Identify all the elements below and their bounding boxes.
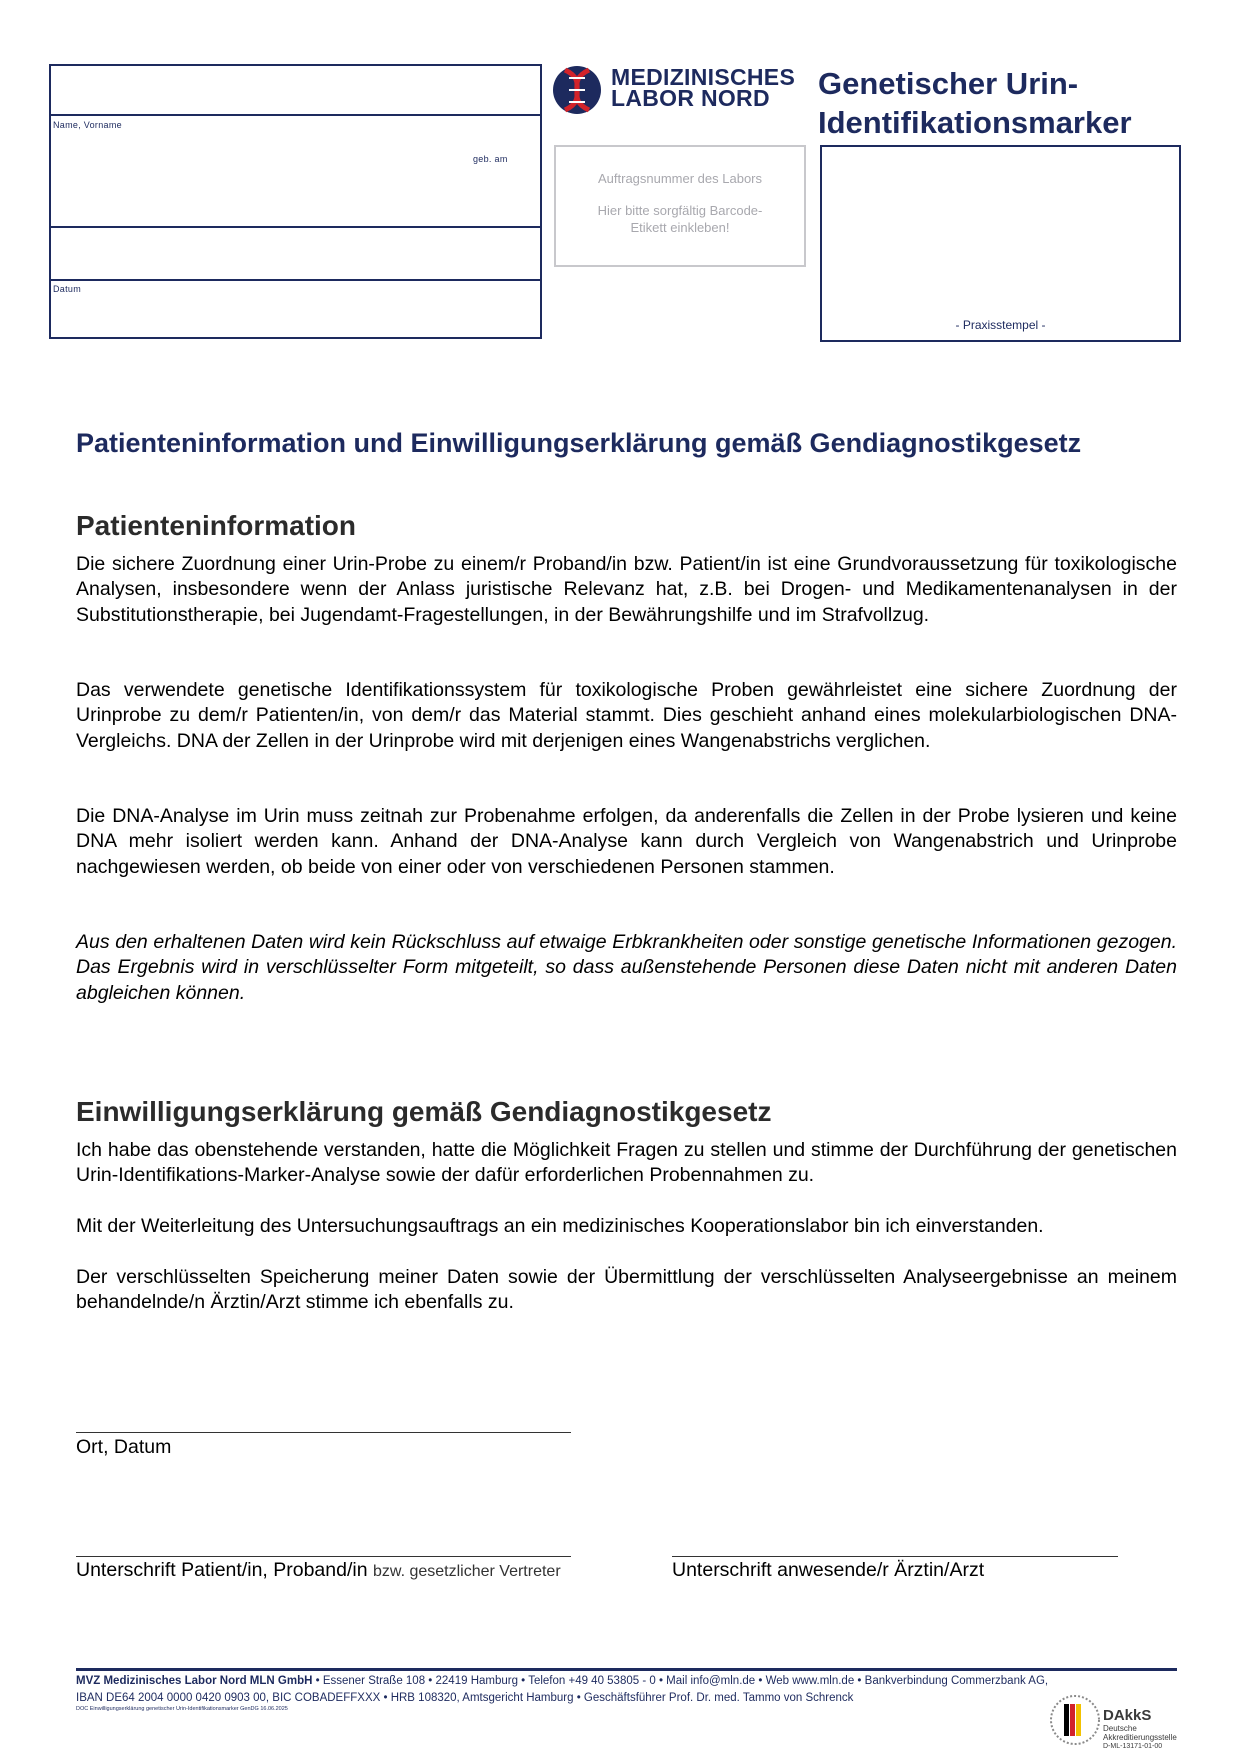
- birth-date-label: geb. am: [473, 154, 508, 164]
- dakks-sub-1: Deutsche: [1103, 1724, 1137, 1733]
- divider: [51, 114, 540, 116]
- dakks-subtitle: [1103, 1724, 1177, 1742]
- main-heading: Patienteninformation und Einwilligungserklärung gemäß Gendiagnostikgesetz: [76, 428, 1082, 458]
- logo-line-1: MEDIZINISCHES: [611, 64, 796, 90]
- paragraph-italic: Aus den erhaltenen Daten wird kein Rückschluss auf etwaige Erbkrankheiten oder sonstige genetische Informationen gezogen. Das Ergebnis wird in verschlüsselter Form mitgeteilt, so dass außenstehende Personen diese Daten nicht mit anderen Daten abgleichen können.: [76, 931, 1177, 1004]
- place-date-label: Ort, Datum: [76, 1436, 172, 1458]
- patient-signature-label: [76, 1559, 561, 1582]
- logo-line-2: LABOR NORD: [611, 85, 770, 111]
- dakks-sub-2: Akkreditierungsstelle: [1103, 1733, 1177, 1742]
- barcode-instruction: Hier bitte sorgfältig Barcode-Etikett einkleben!: [597, 203, 763, 235]
- practice-stamp-label: - Praxisstempel -: [955, 318, 1046, 332]
- dakks-name: DAkkS: [1103, 1707, 1152, 1724]
- date-label: Datum: [53, 284, 82, 294]
- signature-line-place-date[interactable]: [76, 1432, 571, 1433]
- signature-line-doctor[interactable]: [672, 1556, 1118, 1557]
- divider: [51, 279, 540, 281]
- divider: [51, 226, 540, 228]
- dakks-id: D-ML-13171-01-00: [1103, 1743, 1163, 1750]
- paragraph: Der verschlüsselten Speicherung meiner Daten sowie der Übermittlung der verschlüsselten Analyseergebnisse an meinem behandelnde/n Ärztin/Arzt stimme ich ebenfalls zu.: [76, 1266, 1177, 1314]
- paragraph: Das verwendete genetische Identifikationssystem für toxikologische Proben gewährleistet eine sichere Zuordnung der Urinprobe zu dem/r Patienten/in, von dem/r das Material stammt. Dies geschieht anhand eines molekularbiologischen DNA-Vergleichs. DNA der Zellen in der Urinprobe wird mit derjenigen eines Wangenabstrichs verglichen.: [76, 679, 1177, 752]
- document-title: Genetischer Urin-Identifikationsmarker: [818, 66, 1132, 140]
- footer-line-2: IBAN DE64 2004 0000 0420 0903 00, BIC COBADEFFXXX • HRB 108320, Amtsgericht Hamburg • Geschäftsführer Prof. Dr. med. Tammo von Schrenck: [76, 1692, 854, 1704]
- paragraph: Mit der Weiterleitung des Untersuchungsauftrags an ein medizinisches Kooperationslabor bin ich einverstanden.: [76, 1215, 1044, 1237]
- footer-document-id: DOC Einwilligungserklärung genetischer Urin-Identifikationsmarker GenDG 16.06.2025: [76, 1706, 288, 1712]
- doctor-signature-label: Unterschrift anwesende/r Ärztin/Arzt: [672, 1559, 985, 1581]
- mln-logo-icon: [551, 64, 607, 116]
- paragraph: Die sichere Zuordnung einer Urin-Probe zu einem/r Proband/in bzw. Patient/in ist eine Grundvoraussetzung für toxikologische Analysen, insbesondere wenn der Anlass juristische Relevanz hat, z.B. bei Drogen- und Medikamentenanalysen in der Substitutionstherapie, bei Jugendamt-Fragestellungen, in der Bewährungshilfe und im Strafvollzug.: [76, 553, 1177, 626]
- logo-text: [611, 64, 796, 111]
- patient-signature-small: bzw. gesetzlicher Vertreter: [373, 1563, 561, 1580]
- dakks-logo-icon: [1048, 1692, 1102, 1748]
- footer-address: • Essener Straße 108 • 22419 Hamburg • Telefon +49 40 53805 - 0 • Mail info@mln.de • Web www.mln.de • Bankverbindung Commerzbank AG,: [312, 1675, 1049, 1687]
- section-heading-patient-info: Patienteninformation: [76, 510, 357, 541]
- barcode-order-label: Auftragsnummer des Labors: [597, 171, 763, 186]
- footer-line-1: [76, 1673, 1177, 1689]
- barcode-box: [554, 145, 806, 267]
- footer-rule: [76, 1668, 1177, 1671]
- section-heading-consent: Einwilligungserklärung gemäß Gendiagnostikgesetz: [76, 1096, 772, 1127]
- footer-company: MVZ Medizinisches Labor Nord MLN GmbH: [76, 1675, 313, 1687]
- practice-stamp-box: [820, 145, 1181, 342]
- signature-line-patient[interactable]: [76, 1556, 571, 1557]
- patient-data-box: [49, 64, 542, 339]
- paragraph: Die DNA-Analyse im Urin muss zeitnah zur Probenahme erfolgen, da anderenfalls die Zellen in der Probe lysieren und keine DNA mehr isoliert werden kann. Anhand der DNA-Analyse kann durch Vergleich von Wangenabstrich und Urinprobe nachgewiesen werden, ob beide von einer oder von verschiedenen Personen stammen.: [76, 805, 1177, 878]
- patient-signature-main: Unterschrift Patient/in, Proband/in: [76, 1559, 368, 1581]
- paragraph: Ich habe das obenstehende verstanden, hatte die Möglichkeit Fragen zu stellen und stimme der Durchführung der genetischen Urin-Identifikations-Marker-Analyse sowie der dafür erforderlichen Probennahmen zu.: [76, 1139, 1177, 1187]
- name-label: Name, Vorname: [53, 120, 122, 130]
